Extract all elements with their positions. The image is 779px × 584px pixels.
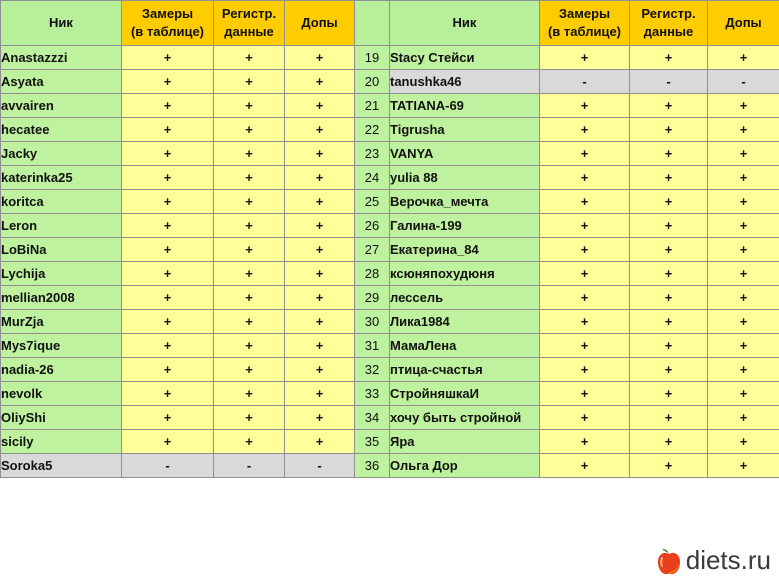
table-row [1, 166, 779, 190]
nick-cell: СтройняшкаИ [390, 382, 540, 406]
table-row [1, 238, 779, 262]
header-reg-right: Регистр. данные [630, 1, 708, 46]
extra-mark: + [285, 46, 355, 70]
measures-mark: + [540, 382, 630, 406]
table-row [1, 358, 779, 382]
table-row [1, 334, 779, 358]
extra-mark: + [285, 406, 355, 430]
reg-mark: + [214, 94, 285, 118]
reg-mark: + [630, 430, 708, 454]
extra-mark: + [708, 238, 779, 262]
measures-mark: + [540, 214, 630, 238]
table-row [1, 46, 779, 70]
nick-cell: Jacky [1, 142, 122, 166]
table-row [1, 430, 779, 454]
extra-mark: + [708, 286, 779, 310]
extra-mark: + [708, 46, 779, 70]
row-number: 19 [355, 46, 390, 70]
header-measures-right: Замеры (в таблице) [540, 1, 630, 46]
reg-mark: + [630, 46, 708, 70]
nick-cell: nevolk [1, 382, 122, 406]
measures-mark: + [122, 118, 214, 142]
header-reg-left: Регистр. данные [214, 1, 285, 46]
reg-mark: - [630, 70, 708, 94]
extra-mark: + [708, 358, 779, 382]
extra-mark: - [708, 70, 779, 94]
reg-mark: + [630, 406, 708, 430]
row-number: 21 [355, 94, 390, 118]
measures-mark: + [540, 94, 630, 118]
reg-mark: + [630, 286, 708, 310]
reg-mark: + [214, 166, 285, 190]
row-number: 33 [355, 382, 390, 406]
reg-mark: + [214, 334, 285, 358]
row-number: 28 [355, 262, 390, 286]
row-number: 27 [355, 238, 390, 262]
reg-mark: - [214, 454, 285, 478]
measures-mark: + [122, 94, 214, 118]
measures-mark: + [122, 358, 214, 382]
nick-cell: OliyShi [1, 406, 122, 430]
header-nick-left: Ник [1, 1, 122, 46]
reg-mark: + [630, 334, 708, 358]
measures-mark: + [122, 70, 214, 94]
row-number: 22 [355, 118, 390, 142]
measures-mark: + [540, 358, 630, 382]
row-number: 34 [355, 406, 390, 430]
nick-cell: МамаЛена [390, 334, 540, 358]
measures-mark: + [122, 310, 214, 334]
extra-mark: + [708, 406, 779, 430]
reg-mark: + [214, 142, 285, 166]
row-number: 24 [355, 166, 390, 190]
nick-cell: Яра [390, 430, 540, 454]
extra-mark: + [708, 310, 779, 334]
nick-cell: Tigrusha [390, 118, 540, 142]
measures-mark: + [122, 406, 214, 430]
extra-mark: + [285, 382, 355, 406]
row-number: 35 [355, 430, 390, 454]
extra-mark: + [708, 190, 779, 214]
reg-mark: + [214, 46, 285, 70]
measures-mark: + [122, 430, 214, 454]
nick-cell: nadia-26 [1, 358, 122, 382]
measures-mark: + [540, 190, 630, 214]
measures-mark: + [122, 382, 214, 406]
reg-mark: + [214, 358, 285, 382]
apple-icon [656, 546, 682, 576]
extra-mark: - [285, 454, 355, 478]
reg-mark: + [214, 214, 285, 238]
header-num [355, 1, 390, 46]
reg-mark: + [214, 430, 285, 454]
nick-cell: Ольга Дор [390, 454, 540, 478]
table-row [1, 70, 779, 94]
nick-cell: tanushka46 [390, 70, 540, 94]
nick-cell: katerinka25 [1, 166, 122, 190]
reg-mark: + [214, 190, 285, 214]
extra-mark: + [708, 214, 779, 238]
reg-mark: + [630, 118, 708, 142]
measures-mark: + [540, 334, 630, 358]
nick-cell: Soroka5 [1, 454, 122, 478]
nick-cell: hecatee [1, 118, 122, 142]
brand-text: diets.ru [685, 545, 771, 575]
brand-logo [656, 545, 771, 576]
table-row [1, 310, 779, 334]
measures-mark: - [540, 70, 630, 94]
extra-mark: + [285, 430, 355, 454]
nick-cell: Anastazzzi [1, 46, 122, 70]
nick-cell: ксюняпохудюня [390, 262, 540, 286]
table-row [1, 142, 779, 166]
measures-mark: + [540, 454, 630, 478]
extra-mark: + [285, 262, 355, 286]
reg-mark: + [630, 190, 708, 214]
table-row [1, 262, 779, 286]
extra-mark: + [708, 142, 779, 166]
measures-mark: + [540, 238, 630, 262]
reg-mark: + [630, 142, 708, 166]
extra-mark: + [708, 382, 779, 406]
extra-mark: + [285, 214, 355, 238]
extra-mark: + [285, 142, 355, 166]
reg-mark: + [214, 310, 285, 334]
table-row [1, 190, 779, 214]
header-extra-right: Допы [708, 1, 779, 46]
reg-mark: + [214, 382, 285, 406]
measures-mark: + [122, 286, 214, 310]
measures-mark: + [540, 286, 630, 310]
nick-cell: хочу быть стройной [390, 406, 540, 430]
nick-cell: mellian2008 [1, 286, 122, 310]
nick-cell: MurZja [1, 310, 122, 334]
nick-cell: птица-счастья [390, 358, 540, 382]
reg-mark: + [630, 358, 708, 382]
header-row [1, 1, 779, 46]
reg-mark: + [214, 406, 285, 430]
reg-mark: + [630, 454, 708, 478]
measures-mark: + [122, 334, 214, 358]
extra-mark: + [285, 118, 355, 142]
measures-mark: + [122, 238, 214, 262]
nick-cell: TATIANA-69 [390, 94, 540, 118]
extra-mark: + [285, 334, 355, 358]
row-number: 20 [355, 70, 390, 94]
header-measures-left: Замеры (в таблице) [122, 1, 214, 46]
measures-mark: + [540, 118, 630, 142]
row-number: 25 [355, 190, 390, 214]
extra-mark: + [708, 262, 779, 286]
row-number: 31 [355, 334, 390, 358]
measures-mark: - [122, 454, 214, 478]
row-number: 23 [355, 142, 390, 166]
reg-mark: + [630, 94, 708, 118]
reg-mark: + [630, 238, 708, 262]
extra-mark: + [285, 310, 355, 334]
measures-mark: + [540, 166, 630, 190]
measures-mark: + [540, 406, 630, 430]
nick-cell: Лика1984 [390, 310, 540, 334]
measures-mark: + [122, 214, 214, 238]
nick-cell: Asyata [1, 70, 122, 94]
extra-mark: + [708, 454, 779, 478]
nick-cell: VANYA [390, 142, 540, 166]
measures-mark: + [540, 310, 630, 334]
extra-mark: + [285, 286, 355, 310]
extra-mark: + [708, 334, 779, 358]
extra-mark: + [285, 94, 355, 118]
measures-mark: + [122, 262, 214, 286]
reg-mark: + [630, 310, 708, 334]
reg-mark: + [214, 262, 285, 286]
measures-mark: + [122, 166, 214, 190]
measures-mark: + [122, 142, 214, 166]
nick-cell: sicily [1, 430, 122, 454]
extra-mark: + [708, 430, 779, 454]
row-number: 36 [355, 454, 390, 478]
table-row [1, 454, 779, 478]
extra-mark: + [285, 358, 355, 382]
nick-cell: avvairen [1, 94, 122, 118]
table-row [1, 286, 779, 310]
header-nick-right: Ник [390, 1, 540, 46]
nick-cell: Галина-199 [390, 214, 540, 238]
row-number: 30 [355, 310, 390, 334]
nick-cell: лессель [390, 286, 540, 310]
measures-mark: + [122, 46, 214, 70]
measures-mark: + [540, 262, 630, 286]
reg-mark: + [630, 382, 708, 406]
extra-mark: + [285, 190, 355, 214]
table-row [1, 118, 779, 142]
table-row [1, 406, 779, 430]
reg-mark: + [214, 286, 285, 310]
row-number: 26 [355, 214, 390, 238]
table-row [1, 94, 779, 118]
nick-cell: Екатерина_84 [390, 238, 540, 262]
nick-cell: Mys7ique [1, 334, 122, 358]
reg-mark: + [214, 70, 285, 94]
nick-cell: Leron [1, 214, 122, 238]
row-number: 29 [355, 286, 390, 310]
table-row [1, 382, 779, 406]
nick-cell: koritca [1, 190, 122, 214]
extra-mark: + [708, 166, 779, 190]
nick-cell: yulia 88 [390, 166, 540, 190]
extra-mark: + [708, 94, 779, 118]
reg-mark: + [630, 166, 708, 190]
measures-mark: + [540, 142, 630, 166]
reg-mark: + [630, 262, 708, 286]
table-row [1, 214, 779, 238]
measures-mark: + [122, 190, 214, 214]
measures-mark: + [540, 430, 630, 454]
nick-cell: Lychija [1, 262, 122, 286]
row-number: 32 [355, 358, 390, 382]
measures-mark: + [540, 46, 630, 70]
extra-mark: + [285, 70, 355, 94]
reg-mark: + [630, 214, 708, 238]
reg-mark: + [214, 238, 285, 262]
nick-cell: Верочка_мечта [390, 190, 540, 214]
nick-cell: LoBiNa [1, 238, 122, 262]
reg-mark: + [214, 118, 285, 142]
extra-mark: + [285, 238, 355, 262]
header-extra-left: Допы [285, 1, 355, 46]
extra-mark: + [285, 166, 355, 190]
nick-cell: Stacy Стейси [390, 46, 540, 70]
extra-mark: + [708, 118, 779, 142]
